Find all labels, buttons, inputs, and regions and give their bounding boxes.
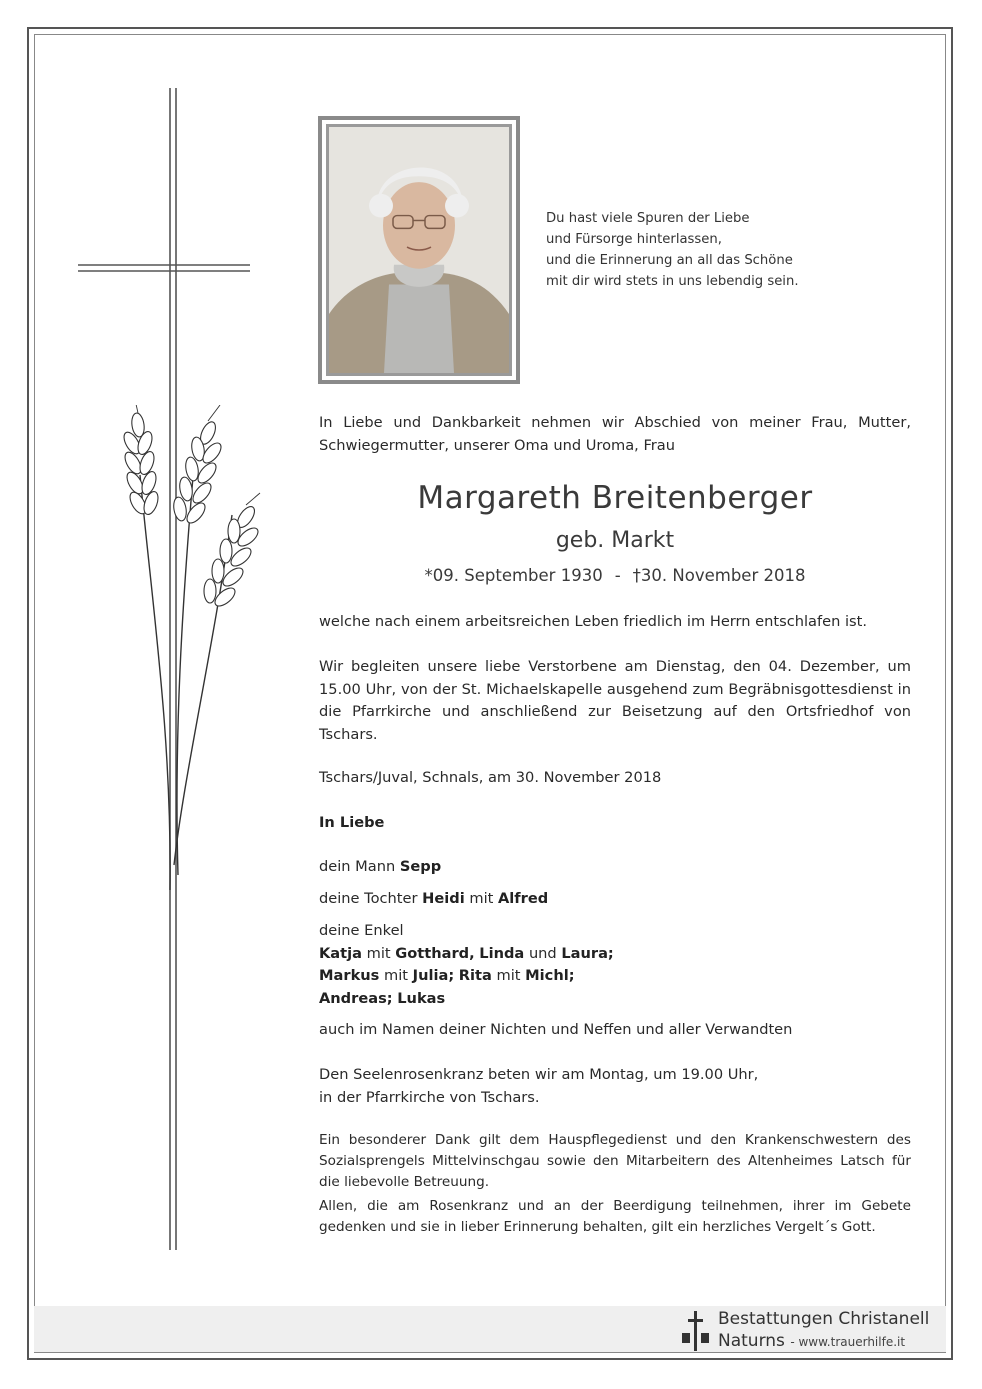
- portrait-photo: [329, 127, 509, 373]
- funeral-home-logo-icon: [680, 1309, 712, 1353]
- thanks-text: Ein besonderer Dank gilt dem Hauspflegedienst und den Krankenschwestern des Sozialsprengels Mittelvinschgau sowie den Mitarbeitern des Altenheimes Latsch für die liebevolle Betreuung.: [319, 1132, 911, 1190]
- passed-text: welche nach einem arbeitsreichen Leben friedlich im Herrn entschlafen ist.: [319, 613, 868, 630]
- funeral-text: Wir begleiten unsere liebe Verstorbene am Dienstag, den 04. Dezember, um 15.00 Uhr, von der St. Michaelskapelle ausgehend zum Begräbnisgottesdienst in die Pfarrkirche und anschließend zur Beisetzung auf den Ortsfriedhof von Tschars.: [319, 658, 911, 743]
- relatives-text: auch im Namen deiner Nichten und Neffen und aller Verwandten: [319, 1021, 793, 1038]
- mourner-husband: dein Mann Sepp: [319, 858, 442, 875]
- mourner-daughter: deine Tochter Heidi mit Alfred: [319, 890, 549, 907]
- date-separator: -: [614, 566, 621, 585]
- portrait-frame: [318, 116, 520, 384]
- deceased-name: Margareth Breitenberger: [417, 480, 813, 516]
- place-date: Tschars/Juval, Schnals, am 30. November 2018: [319, 769, 662, 786]
- verse: [546, 208, 846, 292]
- verse-line: Du hast viele Spuren der Liebe: [546, 211, 750, 226]
- grandchildren-label: deine Enkel: [319, 922, 404, 939]
- mourner-grandchildren: [319, 920, 911, 1010]
- birth-date: *09. September 1930: [424, 566, 603, 585]
- funeral-home-location: Naturns - www.trauerhilfe.it: [718, 1331, 906, 1351]
- funeral-home-name: Bestattungen Christanell: [718, 1309, 930, 1329]
- verse-line: und Fürsorge hinterlassen,: [546, 232, 722, 247]
- verse-line: mit dir wird stets in uns lebendig sein.: [546, 274, 799, 289]
- grandchildren-line: Markus mit Julia; Rita mit Michl;: [319, 967, 575, 984]
- death-date: †30. November 2018: [632, 566, 806, 585]
- website-link[interactable]: - www.trauerhilfe.it: [790, 1335, 906, 1349]
- grandchildren-line: Andreas; Lukas: [319, 989, 446, 1007]
- verse-line: und die Erinnerung an all das Schöne: [546, 253, 793, 268]
- maiden-name: geb. Markt: [555, 528, 675, 553]
- in-love-heading: In Liebe: [319, 814, 385, 831]
- grandchildren-line: Katja mit Gotthard, Linda und Laura;: [319, 944, 614, 962]
- life-dates: [319, 566, 911, 585]
- rosary-text: Den Seelenrosenkranz beten wir am Montag, um 19.00 Uhr, in der Pfarrkirche von Tschars.: [319, 1066, 759, 1106]
- wheat-illustration: [112, 405, 262, 895]
- closing-text: Allen, die am Rosenkranz und an der Beerdigung teilnehmen, ihrer im Gebete gedenken und sie in lieber Erinnerung behalten, gilt ein herzliches Vergelt´s Gott.: [319, 1198, 911, 1235]
- intro-text: In Liebe und Dankbarkeit nehmen wir Abschied von meiner Frau, Mutter, Schwiegermutter, unserer Oma und Uroma, Frau: [319, 414, 911, 454]
